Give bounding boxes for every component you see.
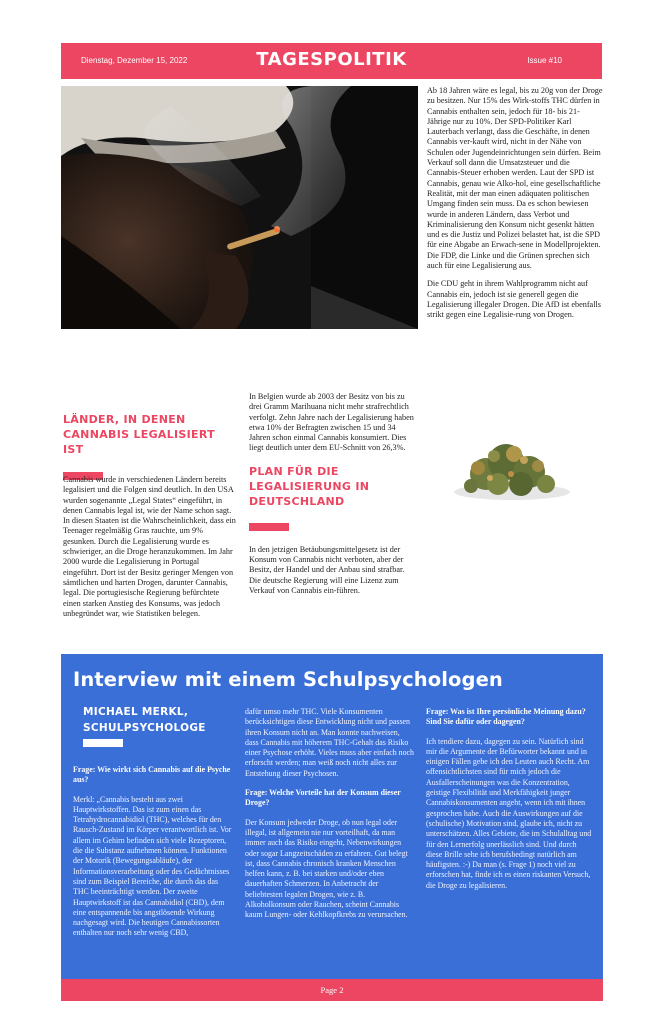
question: Frage: Wie wirkt sich Cannabis auf die Psyche aus? xyxy=(73,765,231,785)
page-number: Page 2 xyxy=(320,985,344,995)
section-heading: LÄNDER, IN DENEN CANNABIS LEGALISIERT IST xyxy=(63,413,215,456)
paragraph: Die CDU geht in ihrem Wahlprogramm nicht auf Cannabis ein, jedoch ist sie generell gegen die Legalisierung illegaler Drogen. Die AfD ist ebenfalls strikt gegen eine Legalisie-rung von Drogen. xyxy=(427,279,601,320)
question: Frage: Was ist Ihre persönliche Meinung dazu? Sind Sie dafür oder dagegen? xyxy=(426,707,586,727)
left-column xyxy=(63,475,236,627)
smoking-photo xyxy=(61,86,418,329)
page-footer xyxy=(61,979,603,1001)
interview-column-3 xyxy=(426,707,592,900)
section-countries xyxy=(63,412,239,480)
cannabis-buds-illustration xyxy=(426,404,597,516)
question: Frage: Welche Vorteile hat der Konsum dieser Droge? xyxy=(245,788,401,808)
answer: dafür umso mehr THC. Viele Konsumenten berücksichtigen diese Entwicklung nicht und passen ihren Konsum nicht an. Man konnte nachweisen, dass Cannabis mit höherem THC-Gehalt das Risiko einer Psychose erhöht. Vieles muss aber einfach noch erforscht werden; man weiß noch nicht alles zur Entstehung dieser Psychosen. xyxy=(245,707,414,778)
masthead xyxy=(61,43,602,79)
answer: Der Konsum jedweder Droge, ob nun legal oder illegal, ist allgemein nie nur vorteilhaft, da man immer auch das Risiko eingeht, Nebenwirkungen oder sogar Langzeitschäden zu erfahren. Gut belegt ist, dass Cannabis chronisch kranken Menschen helfen kann, z. B. bei starken und/oder eben dauerhaften Schmerzen. In Anbetracht der beliebtesten legalen Drogen, wie z. B. Alkoholkonsum oder Rauchen, scheint Cannabis kaum Lungen- oder Kehlkopfkrebs zu verursachen. xyxy=(245,817,408,920)
section-heading: PLAN FÜR DIE LEGALISIERUNG IN DEUTSCHLAND xyxy=(249,464,370,508)
smoking-photo-illustration xyxy=(61,86,418,329)
interview-section xyxy=(61,654,603,979)
middle-column xyxy=(249,392,417,604)
interview-title: Interview mit einem Schulpsychologen xyxy=(73,668,503,691)
issue-number: Issue #10 xyxy=(527,56,562,65)
paragraph: In den jetzigen Betäubungsmittelgesetz ist der Konsum von Cannabis nicht verboten, aber der Besitz, der Handel und der Anbau sind strafbar. Die deutsche Regierung will eine Lizenz zum Verkauf von Cannabis ein-führen. xyxy=(249,544,405,595)
interview-column-2 xyxy=(245,707,415,930)
paragraph: Cannabis wurde in verschiedenen Ländern bereits legalisiert und die Folgen sind deutlich. In den USA wurden sogenannte „Legal States“ eingeführt, in denen Cannabis legal ist, wie der Name schon sagt. In diesen Staaten ist die Wahrscheinlichkeit, dass ein Teenager regelmäßig Gras rauchte, um 9% gesunken. Durch die Legalisierung wurde es schwieriger, an die Droge heranzukommen. Im Jahr 2000 wurde die Legalisierung in Portugal eingeführt. Dort ist der Besitz geringer Mengen von sämtlichen und harten Drogen, darunter Cannabis, legal. Die portugiesische Regierung befürchtete einen starken Anstieg des Konsums, was jedoch unbegründet war, wie Statistiken belegen. xyxy=(63,475,236,618)
heading-accent-bar xyxy=(249,523,289,531)
paragraph: In Belgien wurde ab 2003 der Besitz von bis zu drei Gramm Marihuana nicht mehr strafrechtlich verfolgt. Zehn Jahre nach der Legalisierung haben etwa 10% der Befragten zwischen 15 und 34 Jahren schon einmal Cannabis konsumiert. Dies liegt deutlich unter dem EU-Schnitt von 26,3%. xyxy=(249,392,414,453)
interview-column-1 xyxy=(73,765,233,948)
heading-accent-bar xyxy=(83,739,123,747)
issue-date: Dienstag, Dezember 15, 2022 xyxy=(81,56,188,65)
cannabis-buds-photo xyxy=(426,404,597,516)
interviewee-name: MICHAEL MERKL, SCHULPSYCHOLOGE xyxy=(83,706,206,734)
answer: Ich tendiere dazu, dagegen zu sein. Natürlich sind mir die Argumente der Befürworter bekannt und in einigen Fällen gebe ich den Leuten auch Recht. Am offensichtlichsten sind für mich jedoch die Ausfallerscheinungen was die Konzentration, geistige Flexibilität und Merkfähigkeit junger Cannabiskonsumenten angeht, wenn ich mit ihnen gesprochen habe. Auch die Auswirkungen auf die (schulische) Motivation sind, glaube ich, nicht zu unterschätzen. Alles Gebiete, die im Schulalltag und für den Lernerfolg unerlässlich sind. Und durch diese Brille sehe ich berufsbedingt natürlich am häufigsten. :-) Da man (s. Frage 1) noch viel zu erforschen hat, finde ich es einen riskanten Versuch, die Droge zu legalisieren. xyxy=(426,736,592,890)
paragraph: Ab 18 Jahren wäre es legal, bis zu 20g von der Droge zu besitzen. Nur 15% des Wirk-stoffs THC dürfen in Cannabis enthalten sein, jedoch für 18- bis 21-Jährige nur zu 10%. Der SPD-Politiker Karl Lauterbach verlangt, dass die Geschäfte, in denen Cannabis ver-kauft wird, nicht in der Nähe von Schulen oder Jugendeinrichtungen sein dürfen. Beim Verkauf soll dann die Umsatzsteuer und die Cannabis-Steuer erhoben werden. Laut der SPD ist Cannabis, genau wie Alko-hol, eine gesellschaftliche Realität, mit der man einen adäquaten politischen Umgang finden sein muss. Da es schon bewiesen wurde in anderen Ländern, dass Verbot und Kriminalisierung den Konsum nicht gesenkt hätten und es die Justiz und Polizei belastet hat, ist die SPD für eine Abgabe an Erwach-sene in Modellprojekten. Die FDP, die Linke und die Grünen sprechen sich auch für eine Legalisierung aus. xyxy=(427,86,603,271)
right-column xyxy=(427,86,603,329)
answer: Merkl: „Cannabis besteht aus zwei Hauptwirkstoffen. Das ist zum einen das Tetrahydrocannabidiol (THC), welches für den Rausch-Zustand im Körper verantwortlich ist. Vor allem im Gehirn befinden sich viele Rezeptoren, die die Substanz aufnehmen können. Funktionen der Motorik (Bewegungsabläufe), der Informationsverarbeitung oder des Gedächtnisses sind zum Beispiel Bereiche, die durch das das THC beeinträchtigt werden. Der zweite Hauptwirkstoff ist das Cannabidiol (CBD), dem eine entspannende bis angstlösende Wirkung nachgesagt wird. Die heutigen Cannabissorten enthalten nur noch sehr wenig CBD, xyxy=(73,794,232,938)
masthead-title: TAGESPOLITIK xyxy=(256,49,407,70)
